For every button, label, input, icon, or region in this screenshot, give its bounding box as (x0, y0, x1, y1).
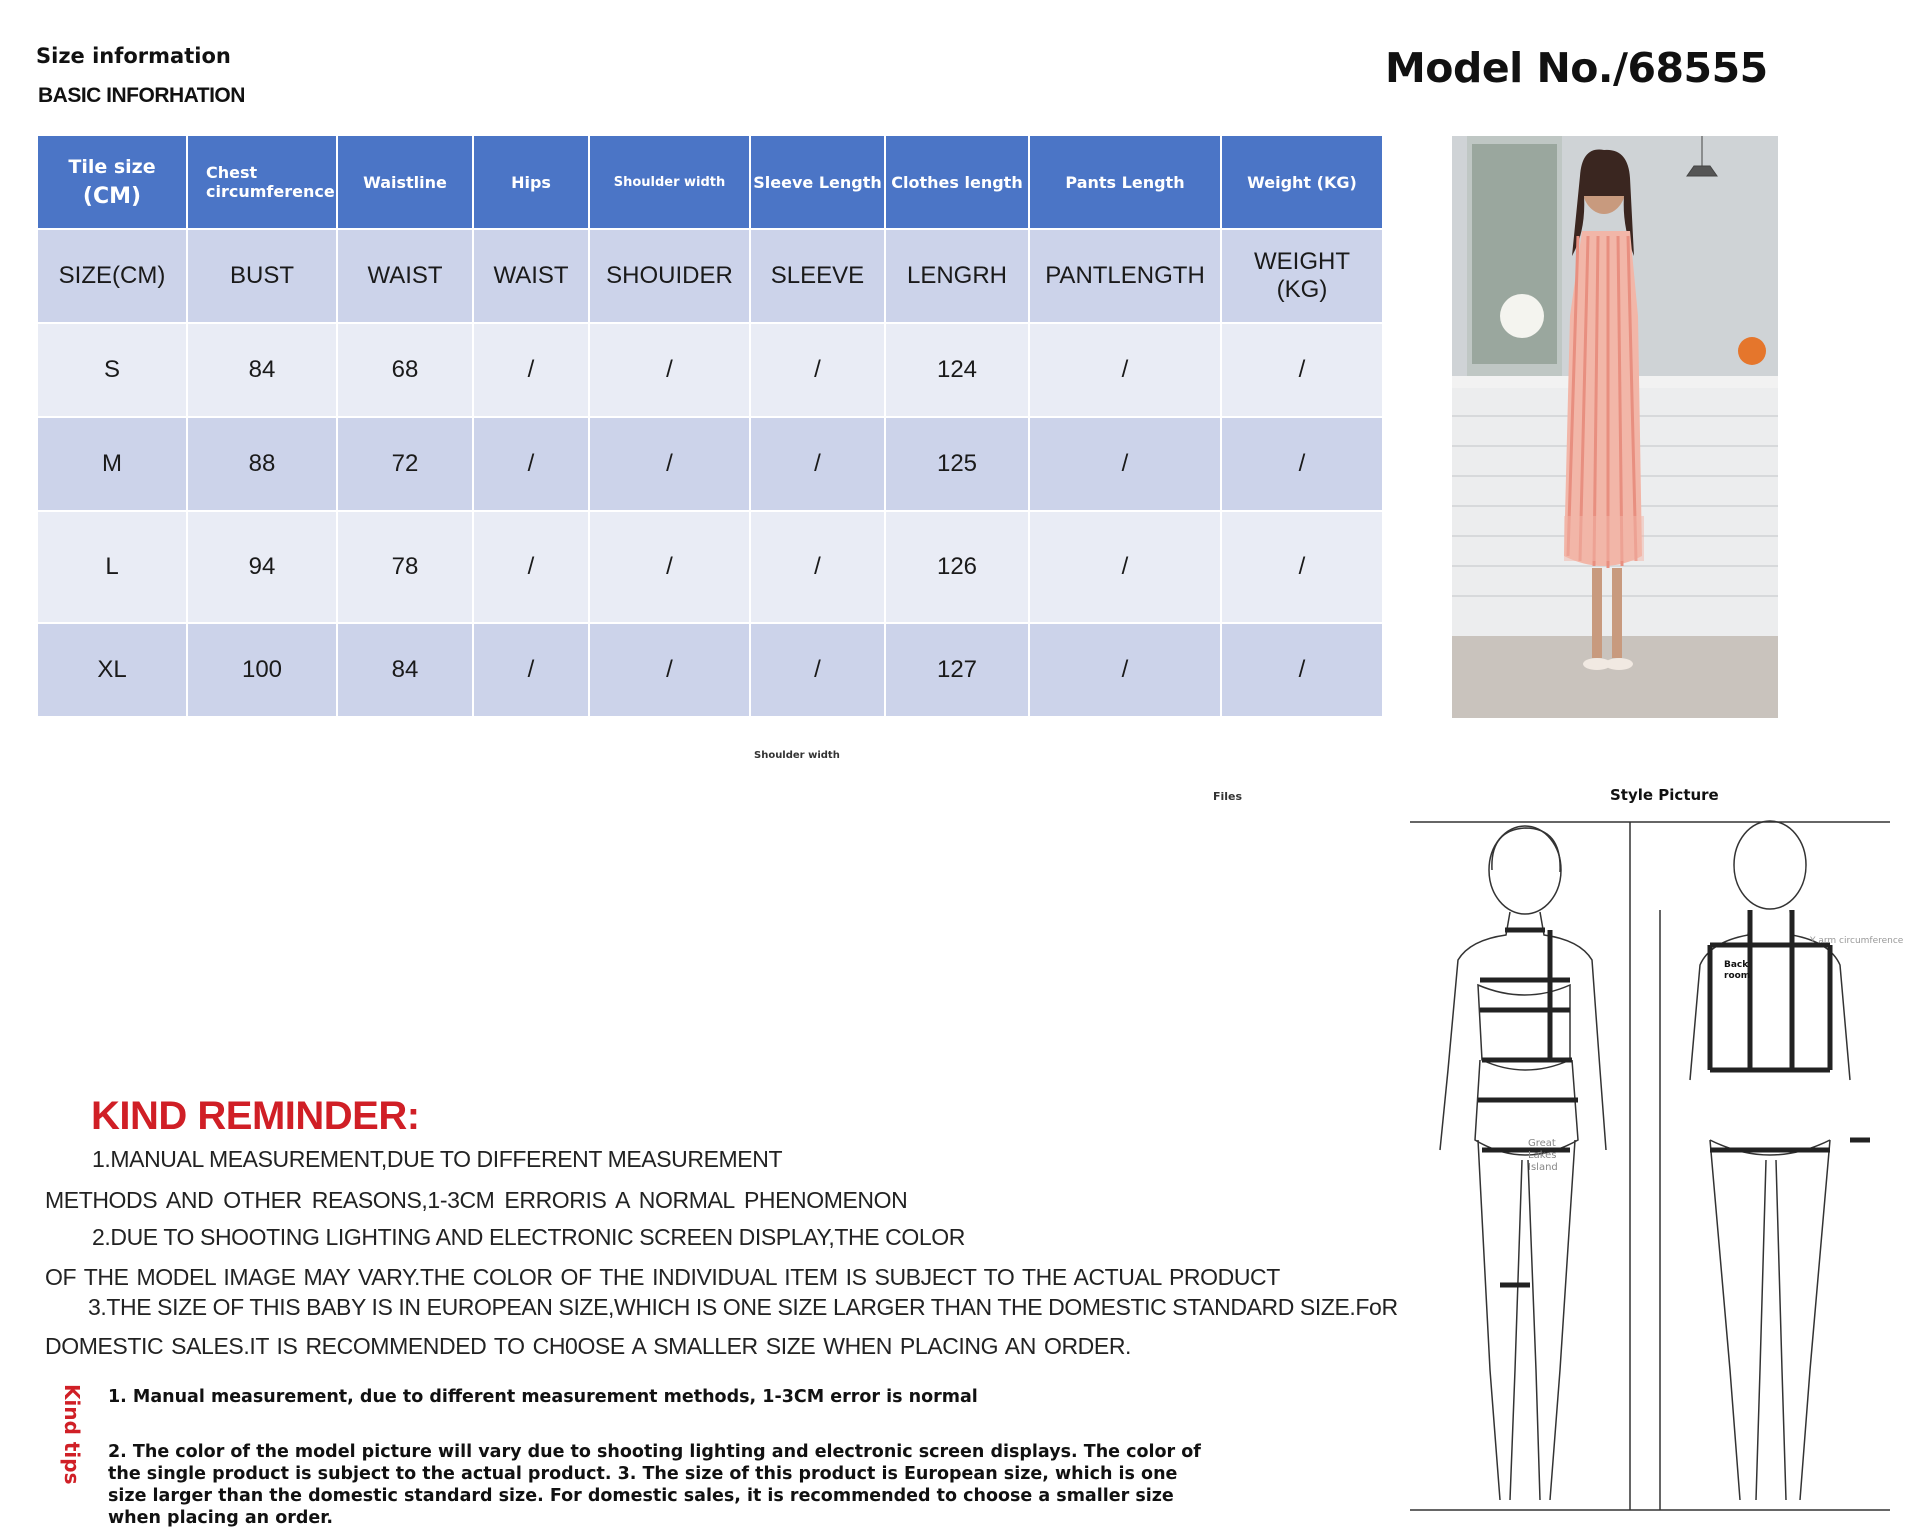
table-cell: / (1221, 511, 1383, 623)
table-cell: 84 (337, 623, 473, 717)
table-cell: 124 (885, 323, 1029, 417)
reminder-title: KIND REMINDER: (91, 1094, 420, 1138)
kind-tip-1: 1. Manual measurement, due to different measurement methods, 1-3CM error is normal (108, 1387, 978, 1407)
table-row (37, 511, 1383, 623)
table-cell: / (589, 511, 750, 623)
table-cell: / (473, 323, 589, 417)
reminder-line: METHODS AND OTHER REASONS,1-3CM ERRORIS A NORMAL PHENOMENON (45, 1187, 908, 1213)
header-hips: Hips (473, 135, 589, 229)
table-cell: / (1221, 417, 1383, 511)
files-caption: Files (1213, 790, 1243, 803)
diagram-label-back: Back (1724, 960, 1749, 970)
table-cell: / (750, 417, 885, 511)
table-cell: 100 (187, 623, 337, 717)
diagram-label-great: Great (1528, 1138, 1556, 1149)
kind-tip-2: 2. The color of the model picture will vary due to shooting lighting and electronic screen displays. The color of the single product is subject to the actual product. 3. The size of this product is European size, which is one size larger than the domestic standard size. For domestic sales, it is recommended to choose a smaller size when placing an order. (108, 1442, 1201, 1528)
style-picture-caption: Style Picture (1610, 786, 1719, 804)
reminder-line: 3.THE SIZE OF THIS BABY IS IN EUROPEAN SIZE,WHICH IS ONE SIZE LARGER THAN THE DOMESTIC STANDARD SIZE.FoR (88, 1294, 1398, 1320)
diagram-label-arm: Y arm circumference (1810, 936, 1904, 946)
diagram-label-lakes: Lakes (1528, 1150, 1557, 1161)
table-cell: L (37, 511, 187, 623)
table-cell: XL (37, 623, 187, 717)
table-cell: LENGRH (885, 229, 1029, 323)
header-chest: Chest circumference (187, 135, 337, 229)
reminder-line: OF THE MODEL IMAGE MAY VARY.THE COLOR OF THE INDIVIDUAL ITEM IS SUBJECT TO THE ACTUAL PRODUCT (45, 1264, 1280, 1290)
table-cell: / (750, 323, 885, 417)
size-table (36, 134, 1384, 718)
header-shoulder: Shoulder width (589, 135, 750, 229)
header-pants-length: Pants Length (1029, 135, 1221, 229)
table-cell: 78 (337, 511, 473, 623)
table-cell: SHOUIDER (589, 229, 750, 323)
header-clothes-length: Clothes length (885, 135, 1029, 229)
table-cell: / (589, 623, 750, 717)
table-header-row (37, 135, 1383, 229)
shoulder-width-caption: Shoulder width (754, 750, 840, 761)
header-waistline: Waistline (337, 135, 473, 229)
reminder-line: 2.DUE TO SHOOTING LIGHTING AND ELECTRONIC SCREEN DISPLAY,THE COLOR (92, 1224, 965, 1250)
table-cell: / (1221, 323, 1383, 417)
table-cell: 84 (187, 323, 337, 417)
model-number: Model No./68555 (1385, 44, 1768, 92)
table-cell: 88 (187, 417, 337, 511)
table-cell: S (37, 323, 187, 417)
basic-information-label: BASIC INFORHATION (38, 84, 245, 107)
table-cell: / (750, 623, 885, 717)
table-cell: / (1029, 623, 1221, 717)
table-cell: / (589, 323, 750, 417)
measurement-diagram (1410, 810, 1904, 1520)
table-cell: M (37, 417, 187, 511)
table-row (37, 323, 1383, 417)
table-cell: / (473, 417, 589, 511)
header-tile-size: Tile size (CM) (37, 135, 187, 229)
table-cell: 94 (187, 511, 337, 623)
table-header-en-row (37, 229, 1383, 323)
table-cell: / (1029, 417, 1221, 511)
header-sleeve: Sleeve Length (750, 135, 885, 229)
table-row (37, 417, 1383, 511)
diagram-label-island: Island (1528, 1162, 1558, 1173)
table-cell: PANTLENGTH (1029, 229, 1221, 323)
table-cell: SIZE(CM) (37, 229, 187, 323)
diagram-label-room: room (1724, 971, 1751, 981)
size-information-label: Size information (36, 44, 231, 68)
table-cell: / (750, 511, 885, 623)
reminder-line: DOMESTIC SALES.IT IS RECOMMENDED TO CH0OSE A SMALLER SIZE WHEN PLACING AN ORDER. (45, 1333, 1132, 1359)
table-cell: 72 (337, 417, 473, 511)
kind-tips-label: Kind tips (60, 1384, 84, 1485)
table-cell: WAIST (337, 229, 473, 323)
table-cell: / (473, 623, 589, 717)
table-cell: / (1221, 623, 1383, 717)
reminder-line: 1.MANUAL MEASUREMENT,DUE TO DIFFERENT MEASUREMENT (92, 1146, 783, 1172)
header-weight: Weight (KG) (1221, 135, 1383, 229)
model-photo (1452, 136, 1778, 718)
table-cell: 127 (885, 623, 1029, 717)
table-cell: WAIST (473, 229, 589, 323)
table-cell: 125 (885, 417, 1029, 511)
table-cell: SLEEVE (750, 229, 885, 323)
table-cell: BUST (187, 229, 337, 323)
table-cell: / (589, 417, 750, 511)
table-row (37, 623, 1383, 717)
table-cell: WEIGHT (KG) (1221, 229, 1383, 323)
table-cell: 68 (337, 323, 473, 417)
table-cell: 126 (885, 511, 1029, 623)
table-cell: / (1029, 511, 1221, 623)
table-cell: / (473, 511, 589, 623)
table-cell: / (1029, 323, 1221, 417)
